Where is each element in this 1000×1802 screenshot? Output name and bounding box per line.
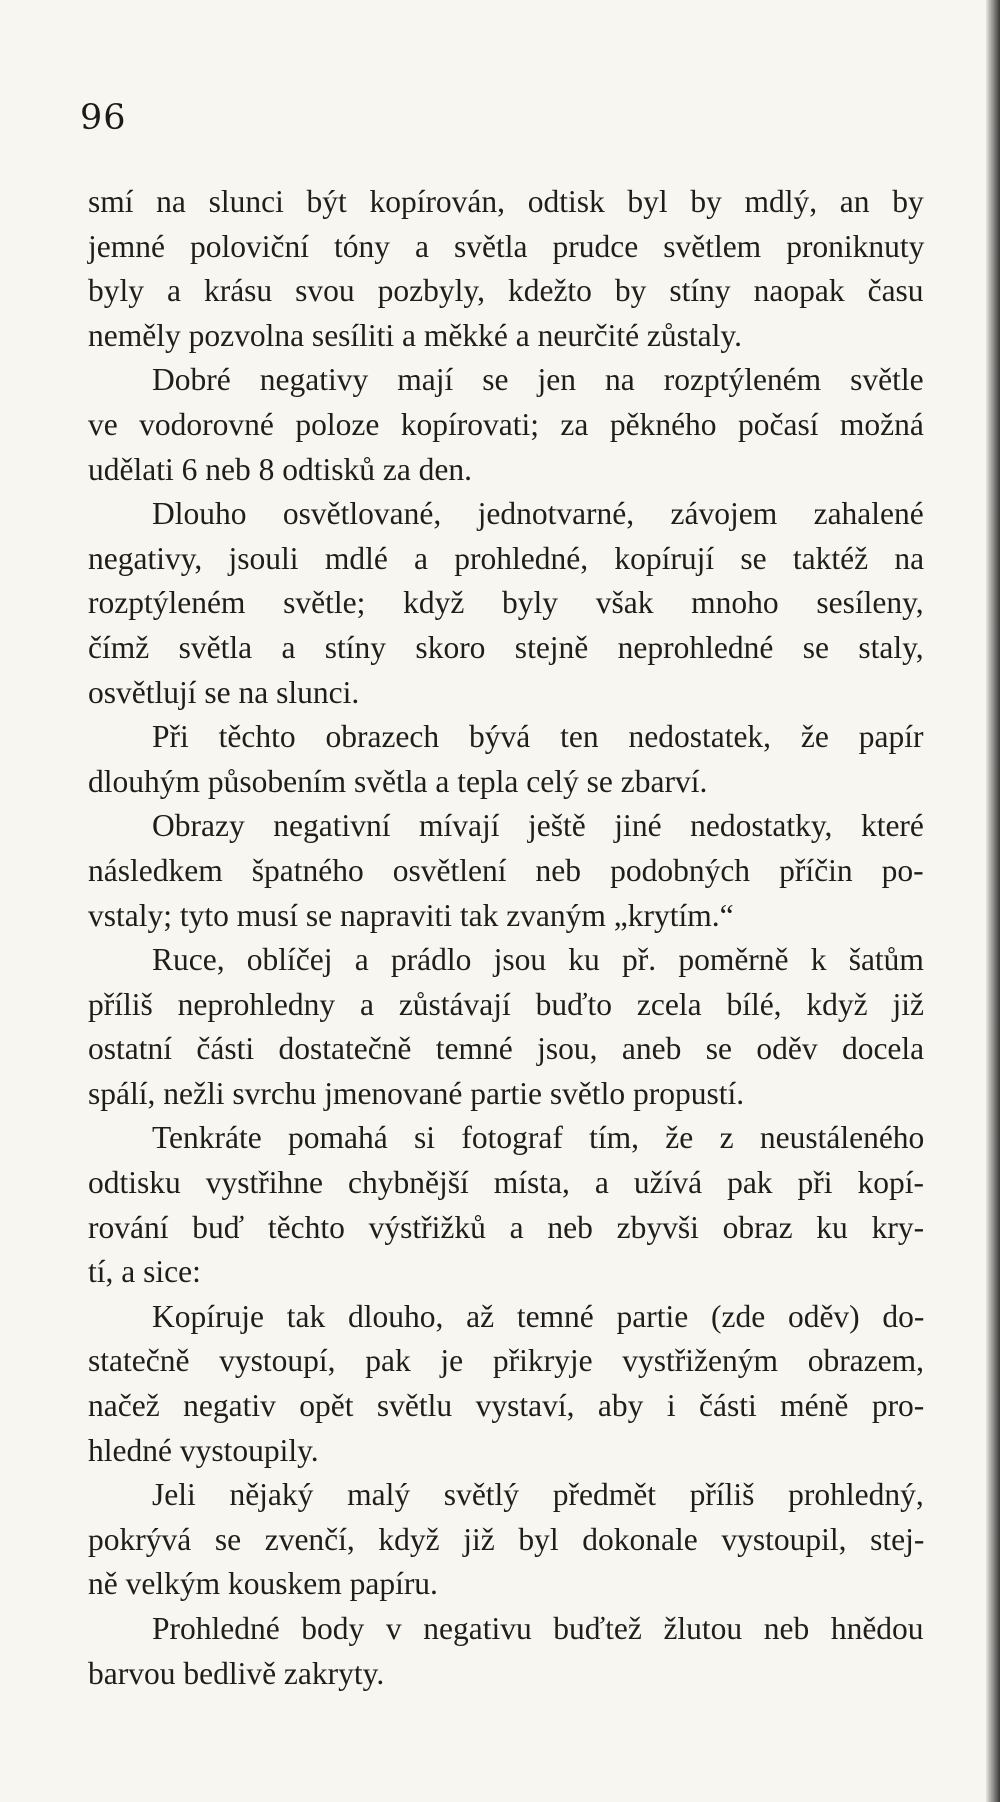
text-line: neměly pozvolna sesíliti a měkké a neurčité zůstaly.: [88, 317, 742, 353]
text-line: následkem špatného osvětlení neb podobných příčin po-: [88, 852, 924, 888]
text-line: negativy, jsouli mdlé a prohledné, kopírují se taktéž na: [88, 540, 925, 576]
text-line: vstaly; tyto musí se napraviti tak zvaným „krytím.“: [88, 897, 734, 933]
text-line: pokrývá se zvenčí, když již byl dokonale vystoupil, stej-: [88, 1521, 925, 1557]
text-line: ve vodorovné poloze kopírovati; za pěkného počasí možná: [88, 406, 924, 442]
text-line: spálí, nežli svrchu jmenované partie světlo propustí.: [88, 1075, 745, 1111]
text-line: udělati 6 neb 8 odtisků za den.: [88, 451, 473, 487]
text-line: rování buď těchto výstřižků a neb zbyvši obraz ku kry-: [88, 1209, 925, 1245]
text-line: čímž světla a stíny skoro stejně neprohledné se staly,: [88, 629, 924, 665]
page-number: 96: [80, 98, 127, 138]
text-line: Obrazy negativní mívají ještě jiné nedostatky, které: [152, 808, 924, 844]
text-line: smí na slunci být kopírován, odtisk byl by mdlý, an by: [88, 184, 924, 219]
page-edge-shadow: [986, 0, 1000, 1802]
text-line: příliš neprohledny a zůstávají buďto zcela bílé, když již: [88, 986, 925, 1022]
text-line: Ruce, oblíčej a prádlo jsou ku př. poměrně k šatům: [152, 942, 924, 978]
text-line: Tenkráte pomahá si fotograf tím, že z neustáleného: [152, 1120, 925, 1156]
text-line: ně velkým kouskem papíru.: [88, 1566, 438, 1602]
text-line: Dobré negativy mají se jen na rozptýleném světle: [152, 362, 924, 398]
text-line: načež negativ opět světlu vystaví, aby i části méně pro-: [88, 1388, 925, 1424]
text-line: rozptýleném světle; když byly však mnoho sesíleny,: [88, 585, 924, 621]
text-line: barvou bedlivě zakryty.: [88, 1655, 385, 1691]
text-line: Při těchto obrazech bývá ten nedostatek, že papír: [152, 719, 924, 755]
text-line: Jeli nějaký malý světlý předmět příliš prohledný,: [152, 1477, 924, 1513]
text-line: hledné vystoupily.: [88, 1432, 319, 1468]
text-line: statečně vystoupí, pak je přikryje vystřiženým obrazem,: [88, 1343, 925, 1379]
text-line: Dlouho osvětlované, jednotvarné, závojem zahalené: [152, 496, 924, 532]
body-text: [88, 180, 924, 1696]
text-line: tí, a sice:: [88, 1254, 201, 1290]
text-line: byly a krásu svou pozbyly, kdežto by stíny naopak času: [88, 273, 924, 309]
text-line: dlouhým působením světla a tepla celý se zbarví.: [88, 763, 708, 799]
text-line: osvětlují se na slunci.: [88, 674, 360, 710]
text-line: Kopíruje tak dlouho, až temné partie (zde oděv) do-: [152, 1298, 925, 1334]
text-line: jemné poloviční tóny a světla prudce světlem proniknuty: [88, 228, 925, 264]
text-line: ostatní části dostatečně temné jsou, aneb se oděv docela: [88, 1031, 925, 1067]
text-line: odtisku vystřihne chybnější místa, a užívá pak při kopí-: [88, 1165, 925, 1201]
text-line: Prohledné body v negativu buďtež žlutou neb hnědou: [152, 1611, 924, 1646]
